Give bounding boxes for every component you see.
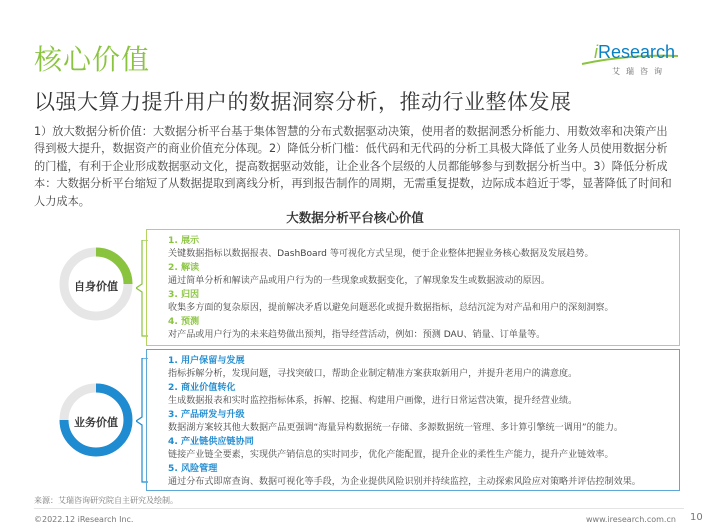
biz-item-3 (168, 409, 623, 435)
footer-divider (34, 508, 684, 509)
self-item-title: 2. 解读 (168, 263, 200, 273)
biz-item-2 (168, 382, 577, 408)
self-item-desc: 关键数据指标以数据报表、DashBoard 等可视化方式呈现，便于企业整体把握业务核心数据及发展趋势。 (168, 249, 594, 259)
self-item-4 (168, 316, 545, 342)
biz-item-desc: 生成数据报表和实时监控指标体系，拆解、挖掘、构建用户画像，进行日常运营决策，提升经营业绩。 (168, 396, 578, 406)
page-number: 10 (690, 512, 703, 523)
biz-item-desc: 链接产业链全要素，实现供产销信息的实时同步，优化产能配置，提升企业的柔性生产能力，提升产业链效率。 (168, 450, 614, 460)
biz-value-label: 业务价值 (74, 416, 118, 429)
biz-item-4 (168, 436, 614, 462)
biz-item-title: 3. 产品研发与升级 (168, 410, 245, 420)
self-item-desc: 对产品或用户行为的未来趋势做出预判，指导经营活动，例如：预测 DAU、销量、订单量等。 (168, 330, 546, 340)
self-item-title: 1. 展示 (168, 236, 200, 246)
biz-item-desc: 指标拆解分析，发现问题，寻找突破口，帮助企业制定精准方案获取新用户，并提升老用户的满意度。 (168, 369, 578, 379)
biz-item-1 (168, 355, 577, 381)
self-item-3 (168, 289, 614, 315)
biz-item-desc: 数据湖方案较其他大数据产品更强调“海量异构数据统一存储、多源数据统一管理、多计算引擎统一调用”的能力。 (168, 423, 624, 433)
iresearch-logo (580, 42, 680, 82)
logo-wordmark: iResearch (594, 42, 676, 62)
copyright: ©2022.12 iResearch Inc. (34, 515, 134, 524)
self-value-label: 自身价值 (74, 280, 118, 293)
page-subtitle: 以强大算力提升用户的数据洞察分析，推动行业整体发展 (34, 90, 572, 114)
intro-paragraph: 1）放大数据分析价值：大数据分析平台基于集体智慧的分布式数据驱动决策，使用者的数据洞悉分析能力、用数效率和决策产出得到极大提升，数据资产的商业价值充分体现。2）降低分析门槛：低代码和无代码的分析工具极大降低了业务人员使用数据分析的门槛，有利于企业形成数据驱动文化，提高数据驱动效能，让企业各个层级的人员都能够参与到数据分析当中。3）降低分析成本：大数据分析平台缩短了从数据提取到离线分析，再到报告制作的周期，无需重复提数，边际成本趋近于零，显著降低了时间和人力成本。 (34, 125, 672, 208)
biz-item-title: 2. 商业价值转化 (168, 383, 236, 393)
page-title: 核心价值 (34, 43, 151, 76)
website: www.iresearch.com.cn (586, 515, 676, 524)
biz-item-title: 5. 风险管理 (168, 464, 218, 474)
biz-item-5 (168, 463, 641, 489)
biz-item-title: 1. 用户保留与发展 (168, 356, 245, 366)
self-item-title: 4. 预测 (168, 317, 200, 327)
biz-item-title: 4. 产业链供应链协同 (168, 437, 254, 447)
self-item-desc: 收集多方面的复杂原因，提前解决矛盾以避免问题恶化或提升数据指标，总结沉淀为对产品和用户的深刻洞察。 (168, 303, 614, 313)
self-item-2 (168, 262, 550, 288)
self-item-desc: 通过简单分析和解读产品或用户行为的一些现象或数据变化，了解现象发生或数据波动的原因。 (168, 276, 550, 286)
biz-item-desc: 通过分布式即席查询、数据可视化等手段，为企业提供风险识别并持续监控，主动探索风险应对策略并评估控制效果。 (168, 477, 641, 487)
logo-tagline: 艾瑞咨询 (612, 67, 668, 76)
self-item-1 (168, 235, 594, 261)
source-note: 来源：艾瑞咨询研究院自主研究及绘制。 (34, 496, 178, 505)
diagram-title: 大数据分析平台核心价值 (286, 210, 424, 225)
self-item-title: 3. 归因 (168, 290, 200, 300)
